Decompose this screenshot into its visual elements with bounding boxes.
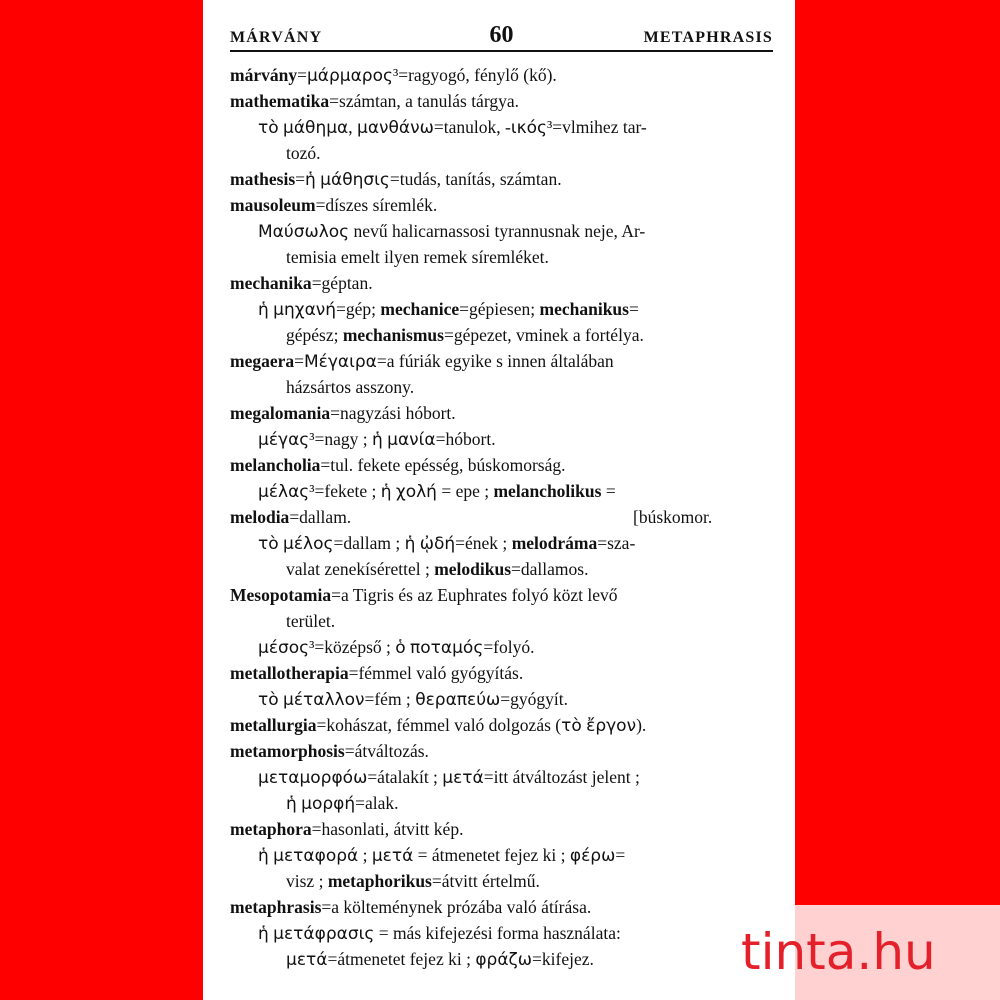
page-number: 60 [489,22,514,48]
entry-line: márvány=μάρμαρος³=ragyogó, fénylő (kő). [230,65,557,86]
entry-line: temisia emelt ilyen remek síremléket. [286,247,549,267]
entry-line: metaphrasis=a költeménynek prózába való átírása. [230,897,592,917]
entry-line: μέλας³=fekete ; ἡ χολή = epe ; melancholikus = [258,481,616,502]
entry-line: ἡ μορφή=alak. [286,793,399,814]
entry-line: [búskomor. [633,507,713,527]
entry-line: Mesopotamia=a Tigris és az Euphrates folyó közt levő [230,585,618,605]
entry-line: gépész; mechanismus=gépezet, vminek a fortélya. [286,325,644,345]
header-left-word: MÁRVÁNY [230,29,323,46]
site-watermark [724,905,1000,1000]
entry-line: terület. [286,611,336,631]
entry-line: μέγας³=nagy ; ἡ μανία=hóbort. [258,429,496,450]
entry-line: metaphora=hasonlati, átvitt kép. [230,819,464,839]
entry-line: metallurgia=kohászat, fémmel való dolgozás (τὸ ἔργον). [230,715,647,736]
entry-line: μεταμορφόω=átalakít ; μετά=itt átváltozást jelent ; [258,767,640,788]
entry-line: mechanika=géptan. [230,273,373,293]
entry-line: melodia=dallam. [230,507,352,527]
entry-line: τὸ μάθημα, μανθάνω=tanulok, -ικός³=vlmihez tar- [258,117,647,138]
entry-line: valat zenekísérettel ; melodikus=dallamos. [286,559,589,579]
entry-line: ἡ μετάφρασις = más kifejezési forma használata: [258,923,621,944]
watermark-text: tinta.hu [741,923,936,981]
entry-line: megalomania=nagyzási hóbort. [230,403,456,423]
entry-line: metallotherapia=fémmel való gyógyítás. [230,663,524,683]
entry-line: metamorphosis=átváltozás. [230,741,429,761]
entry-line: Μαύσωλος nevű halicarnassosi tyrannusnak neje, Ar- [258,221,646,242]
running-header [230,18,773,52]
entry-line: ἡ μηχανή=gép; mechanice=gépiesen; mechanikus= [258,299,639,320]
book-page [203,0,795,1000]
entry-line: mausoleum=díszes síremlék. [230,195,438,215]
entry-line: melancholia=tul. fekete epésség, búskomorság. [230,455,566,475]
entry-line: ἡ μεταφορά ; μετά = átmenetet fejez ki ; φέρω= [258,845,626,866]
entry-line: megaera=Μέγαιρα=a fúriák egyike s innen általában [230,351,614,372]
entry-line: tozó. [286,143,321,163]
entry-line: τὸ μέλος=dallam ; ἡ ᾠδή=ének ; melodráma=sza- [258,533,636,554]
entry-line: mathematika=számtan, a tanulás tárgya. [230,91,519,111]
entry-line: házsártos asszony. [286,377,415,397]
header-right-word: METAPHRASIS [643,29,773,46]
entry-line: μέσος³=középső ; ὁ ποταμός=folyó. [258,637,535,658]
entry-line: μετά=átmenetet fejez ki ; φράζω=kifejez. [286,949,594,970]
entry-line: mathesis=ἡ μάθησις=tudás, tanítás, számtan. [230,169,562,190]
entry-line: τὸ μέταλλον=fém ; θεραπεύω=gyógyít. [258,689,568,710]
entry-line: visz ; metaphorikus=átvitt értelmű. [286,871,540,891]
